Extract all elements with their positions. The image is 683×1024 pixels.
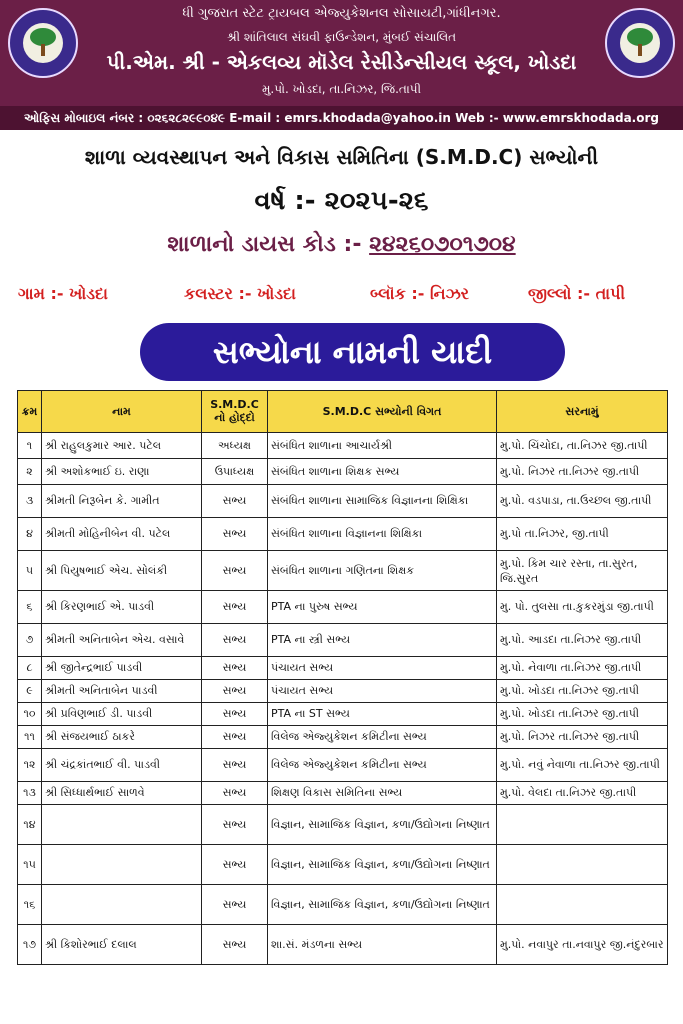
column-header-address: સરનામું (497, 391, 668, 433)
table-row (18, 845, 668, 885)
table-row (18, 485, 668, 518)
cell-address: મુ.પો. ખોડદા તા.નિઝર જી.તાપી (497, 680, 668, 703)
cell-name (42, 845, 202, 885)
cell-details: વિજ્ઞાન, સામાજિક વિજ્ઞાન, કળા/ઉદ્યોગના નિષ્ણાત (268, 845, 497, 885)
cell-details: પંચાયત સભ્ય (268, 657, 497, 680)
committee-title: શાળા વ્યવસ્થાપન અને વિકાસ સમિતિના (S.M.D.C) સભ્યોની (84, 145, 599, 169)
location-info (0, 284, 683, 306)
dise-code-title (0, 232, 683, 257)
cell-address: મુ.પો. ચિંચોદા, તા.નિઝર જી.તાપી (497, 433, 668, 459)
cell-designation: ઉપાધ્યક્ષ (202, 459, 268, 485)
cell-details: વિજ્ઞાન, સામાજિક વિજ્ઞાન, કળા/ઉદ્યોગના નિષ્ણાત (268, 805, 497, 845)
cell-address: મુ.પો તા.નિઝર, જી.તાપી (497, 518, 668, 551)
cell-address: મુ.પો. ખોડદા તા.નિઝર જી.તાપી (497, 703, 668, 726)
cell-address: મુ.પો. નવું નેવાળા તા.નિઝર જી.તાપી (497, 749, 668, 782)
table-row (18, 551, 668, 591)
cell-address (497, 845, 668, 885)
cell-name: શ્રી અશોકભાઈ ઇ. રાણા (42, 459, 202, 485)
cell-serial: ૫ (18, 551, 42, 591)
cell-name: શ્રી કિરણભાઈ એ. પાડવી (42, 591, 202, 624)
header-banner (0, 0, 683, 106)
cell-designation: સભ્ય (202, 925, 268, 965)
cell-details: સંબંધિત શાળાના ગણિતના શિક્ષક (268, 551, 497, 591)
cell-details: શિક્ષણ વિકાસ સમિતિના સભ્ય (268, 782, 497, 805)
cell-address (497, 885, 668, 925)
cell-designation: સભ્ય (202, 657, 268, 680)
cell-name: શ્રીમતી અનિતાબેન એચ. વસાવે (42, 624, 202, 657)
school-address: મુ.પો. ખોડદા, તા.નિઝર, જિ.તાપી (261, 82, 422, 96)
table-row (18, 657, 668, 680)
cell-details: PTA ના પુરુષ સભ્ય (268, 591, 497, 624)
cell-address: મુ.પો. આડદા તા.નિઝર જી.તાપી (497, 624, 668, 657)
cell-details: PTA ના ST સભ્ય (268, 703, 497, 726)
cluster-info: કલસ્ટર :- ખોડદા (184, 284, 296, 303)
year-title: વર્ષ :- ૨૦૨૫-૨૬ (254, 186, 429, 216)
table-row (18, 885, 668, 925)
table-row (18, 782, 668, 805)
cell-designation: સભ્ય (202, 845, 268, 885)
table-row (18, 726, 668, 749)
cell-serial: ૧૪ (18, 805, 42, 845)
cell-name: શ્રી પ્રવિણભાઈ ડી. પાડવી (42, 703, 202, 726)
cell-address: મુ.પો. નેવાળા તા.નિઝર જી.તાપી (497, 657, 668, 680)
table-row (18, 433, 668, 459)
column-header-details: S.M.D.C સભ્યોની વિગત (268, 391, 497, 433)
cell-details: શા.સં. મંડળના સભ્ય (268, 925, 497, 965)
village-info: ગામ :- ખોડદા (18, 284, 108, 303)
school-name: પી.એમ. શ્રી - એકલવ્ય મૉડેલ રેસીડેન્સીયલ સ્કૂલ, ખોડદા (106, 50, 577, 74)
cell-serial: ૬ (18, 591, 42, 624)
cell-designation: અધ્યક્ષ (202, 433, 268, 459)
cell-serial: ૧૨ (18, 749, 42, 782)
table-row (18, 925, 668, 965)
cell-address: મુ.પો. વડપાડા, તા.ઉચ્છલ જી.તાપી (497, 485, 668, 518)
cell-name: શ્રીમતી અનિતાબેન પાડવી (42, 680, 202, 703)
cell-serial: ૧૭ (18, 925, 42, 965)
cell-serial: ૧૧ (18, 726, 42, 749)
cell-address: મુ. પો. તુલસા તા.કુકરમુંડા જી.તાપી (497, 591, 668, 624)
table-row (18, 624, 668, 657)
cell-designation: સભ્ય (202, 805, 268, 845)
cell-designation: સભ્ય (202, 885, 268, 925)
cell-designation: સભ્ય (202, 518, 268, 551)
cell-designation: સભ્ય (202, 749, 268, 782)
table-row (18, 680, 668, 703)
cell-name: શ્રીમતી નિરૂબેન કે. ગામીત (42, 485, 202, 518)
column-header-designation: S.M.D.C નો હોદ્દો (202, 391, 268, 433)
column-header-name: નામ (42, 391, 202, 433)
dise-code-label: શાળાનો ડાયસ કોડ :- (167, 232, 370, 257)
cell-details: સંબંધિત શાળાના આચાર્યશ્રી (268, 433, 497, 459)
cell-serial: ૩ (18, 485, 42, 518)
cell-name: શ્રી પિયુષભાઈ એચ. સોલંકી (42, 551, 202, 591)
cell-serial: ૧૩ (18, 782, 42, 805)
cell-name: શ્રી જીતેન્દ્રભાઈ પાડવી (42, 657, 202, 680)
dise-code-value: ૨૪૨૬૦૭૦૧૭૦૪ (369, 232, 516, 257)
members-list-banner: સભ્યોના નામની યાદી (140, 323, 565, 381)
members-table (17, 390, 668, 965)
cell-serial: ૨ (18, 459, 42, 485)
cell-address (497, 805, 668, 845)
district-info: જીલ્લો :- તાપી (528, 284, 626, 303)
cell-details: વિજ્ઞાન, સામાજિક વિજ્ઞાન, કળા/ઉદ્યોગના નિષ્ણાત (268, 885, 497, 925)
cell-details: સંબંધિત શાળાના વિજ્ઞાનના શિક્ષિકા (268, 518, 497, 551)
cell-serial: ૪ (18, 518, 42, 551)
table-row (18, 749, 668, 782)
cell-details: PTA ના સ્ત્રી સભ્ય (268, 624, 497, 657)
cell-name: શ્રી સિધ્ધાર્થભાઈ સાળવે (42, 782, 202, 805)
cell-name: શ્રી રાહુલકુમાર આર. પટેલ (42, 433, 202, 459)
cell-serial: ૧૫ (18, 845, 42, 885)
cell-details: વિલેજ એજ્યુકેશન કમિટીના સભ્ય (268, 726, 497, 749)
table-row (18, 518, 668, 551)
block-info: બ્લૉક :- નિઝર (370, 284, 470, 303)
cell-address: મુ.પો. નિઝર તા.નિઝર જી.તાપી (497, 459, 668, 485)
cell-address: મુ.પો. નવાપુર તા.નવાપુર જી.નંદુરબાર (497, 925, 668, 965)
cell-details: સંબંધિત શાળાના સામાજિક વિજ્ઞાનના શિક્ષિકા (268, 485, 497, 518)
cell-details: પંચાયત સભ્ય (268, 680, 497, 703)
cell-designation: સભ્ય (202, 551, 268, 591)
cell-designation: સભ્ય (202, 703, 268, 726)
cell-designation: સભ્ય (202, 485, 268, 518)
cell-serial: ૭ (18, 624, 42, 657)
cell-designation: સભ્ય (202, 726, 268, 749)
cell-designation: સભ્ય (202, 624, 268, 657)
cell-address: મુ.પો. કિમ ચાર રસ્તા, તા.સુરત, જિ.સુરત (497, 551, 668, 591)
cell-serial: ૧૬ (18, 885, 42, 925)
cell-serial: ૧ (18, 433, 42, 459)
cell-address: મુ.પો. નિઝર તા.નિઝર જી.તાપી (497, 726, 668, 749)
society-name: ધી ગુજરાત સ્ટેટ ટ્રાયબલ એજ્યુકેશનલ સોસાયટી,ગાંધીનગર. (182, 6, 501, 21)
cell-details: વિલેજ એજ્યુકેશન કમિટીના સભ્ય (268, 749, 497, 782)
cell-name: શ્રી કિશોરભાઈ દલાલ (42, 925, 202, 965)
cell-name (42, 805, 202, 845)
cell-designation: સભ્ય (202, 680, 268, 703)
table-row (18, 805, 668, 845)
cell-name: શ્રી ચંદ્રકાંતભાઈ વી. પાડવી (42, 749, 202, 782)
cell-name (42, 885, 202, 925)
cell-name: શ્રી સંજયભાઈ ઠાકરે (42, 726, 202, 749)
table-row (18, 703, 668, 726)
cell-details: સંબંધિત શાળાના શિક્ષક સભ્ય (268, 459, 497, 485)
foundation-name: શ્રી શાંતિલાલ સંઘવી ફાઉન્ડેશન, મુંબઈ સંચાલિત (226, 30, 457, 44)
cell-designation: સભ્ય (202, 782, 268, 805)
table-row (18, 591, 668, 624)
table-row (18, 459, 668, 485)
contact-bar: ઓફિસ મોબાઇલ નંબર : ૦૨૬૨૮૨૯૯૦૪૯ E-mail : emrs.khodada@yahoo.in Web :- www.emrskhodada.org (0, 106, 683, 130)
cell-serial: ૯ (18, 680, 42, 703)
table-header-row (18, 391, 668, 433)
cell-serial: ૧૦ (18, 703, 42, 726)
cell-serial: ૮ (18, 657, 42, 680)
cell-address: મુ.પો. વેલદા તા.નિઝર જી.તાપી (497, 782, 668, 805)
cell-name: શ્રીમતી મોહિનીબેન વી. પટેલ (42, 518, 202, 551)
cell-designation: સભ્ય (202, 591, 268, 624)
column-header-serial: ક્રમ (18, 391, 42, 433)
